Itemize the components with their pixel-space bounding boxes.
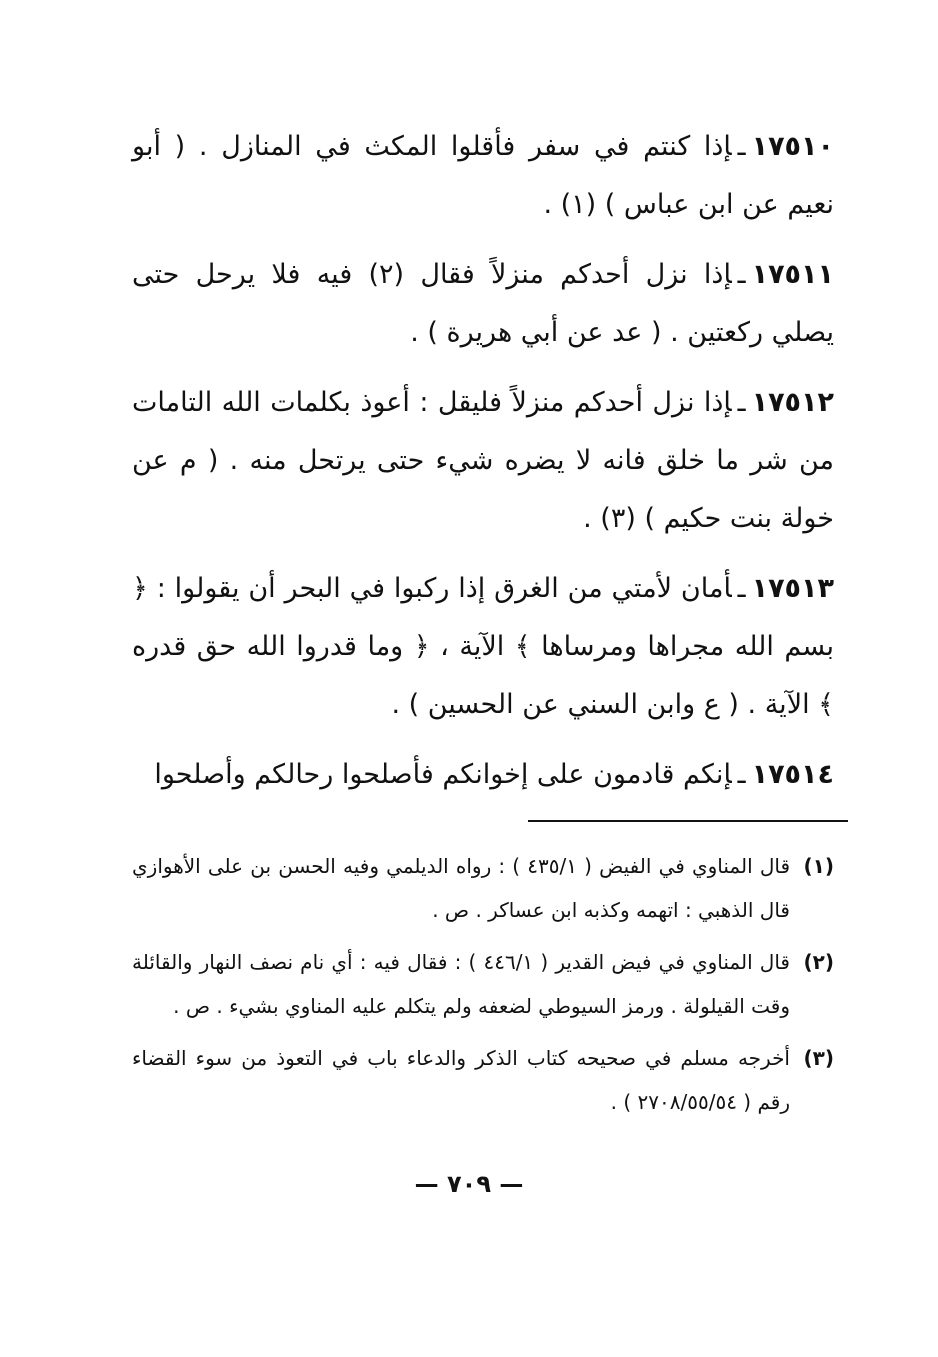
entry-text: أمان لأمتي من الغرق إذا ركبوا في البحر أن يقولوا : ﴿ بسم الله مجراها ومرساها ﴾ الآية ، ﴿ وما قدروا الله حق قدره ﴾ الآية . ( ع وابن السني عن الحسين ) . xyxy=(132,573,834,720)
hadith-entry-17511 xyxy=(132,246,834,362)
hadith-entry-17513 xyxy=(132,560,834,734)
footnote-mark: (٢) xyxy=(803,950,834,974)
footnote-2 xyxy=(132,940,834,1028)
hadith-entry-17512 xyxy=(132,374,834,548)
entry-separator: ـ xyxy=(737,259,746,290)
footnote-mark: (٣) xyxy=(803,1046,834,1070)
footnote-text: قال المناوي في فيض القدير ( ٤٤٦/١ ) : فقال فيه : أي نام نصف النهار والقائلة وقت القيلولة . ورمز السيوطي لضعفه ولم يتكلم عليه المناوي بشيء . ص . xyxy=(132,950,790,1018)
entry-separator: ـ xyxy=(737,387,746,418)
entry-number: ١٧٥١٢ xyxy=(751,387,834,418)
hadith-entry-17510 xyxy=(132,118,834,234)
footnote-text: أخرجه مسلم في صحيحه كتاب الذكر والدعاء باب في التعوذ من سوء القضاء رقم ( ٢٧٠٨/٥٥/٥٤ ) . xyxy=(132,1046,790,1114)
footnote-3 xyxy=(132,1036,834,1124)
hadith-entry-17514 xyxy=(132,746,834,804)
entry-number: ١٧٥١٣ xyxy=(751,573,834,604)
entry-separator: ـ xyxy=(737,131,746,162)
footnotes xyxy=(132,844,834,1132)
footnote-text: قال المناوي في الفيض ( ٤٣٥/١ ) : رواه الديلمي وفيه الحسن بن على الأهوازي قال الذهبي : اتهمه وكذبه ابن عساكر . ص . xyxy=(132,854,790,922)
entry-text: إذا نزل أحدكم منزلاً فقال (٢) فيه فلا يرحل حتى يصلي ركعتين . ( عد عن أبي هريرة ) . xyxy=(132,259,834,348)
footnote-divider xyxy=(528,820,848,822)
hadith-entries xyxy=(132,118,834,816)
footnote-1 xyxy=(132,844,834,932)
entry-number: ١٧٥١٠ xyxy=(751,131,834,162)
entry-separator: ـ xyxy=(737,573,746,604)
entry-text: إذا كنتم في سفر فأقلوا المكث في المنازل . ( أبو نعيم عن ابن عباس ) (١) . xyxy=(132,131,834,220)
entry-number: ١٧٥١١ xyxy=(751,259,834,290)
page-number: — ٧٠٩ — xyxy=(414,1170,524,1198)
footnote-mark: (١) xyxy=(803,854,834,878)
entry-separator: ـ xyxy=(737,759,746,790)
entry-text: إنكم قادمون على إخوانكم فأصلحوا رحالكم وأصلحوا xyxy=(154,759,732,790)
entry-text: إذا نزل أحدكم منزلاً فليقل : أعوذ بكلمات الله التامات من شر ما خلق فانه لا يضره شيء حتى يرتحل منه . ( م عن خولة بنت حكيم ) (٣) . xyxy=(132,387,834,534)
entry-number: ١٧٥١٤ xyxy=(751,759,834,790)
